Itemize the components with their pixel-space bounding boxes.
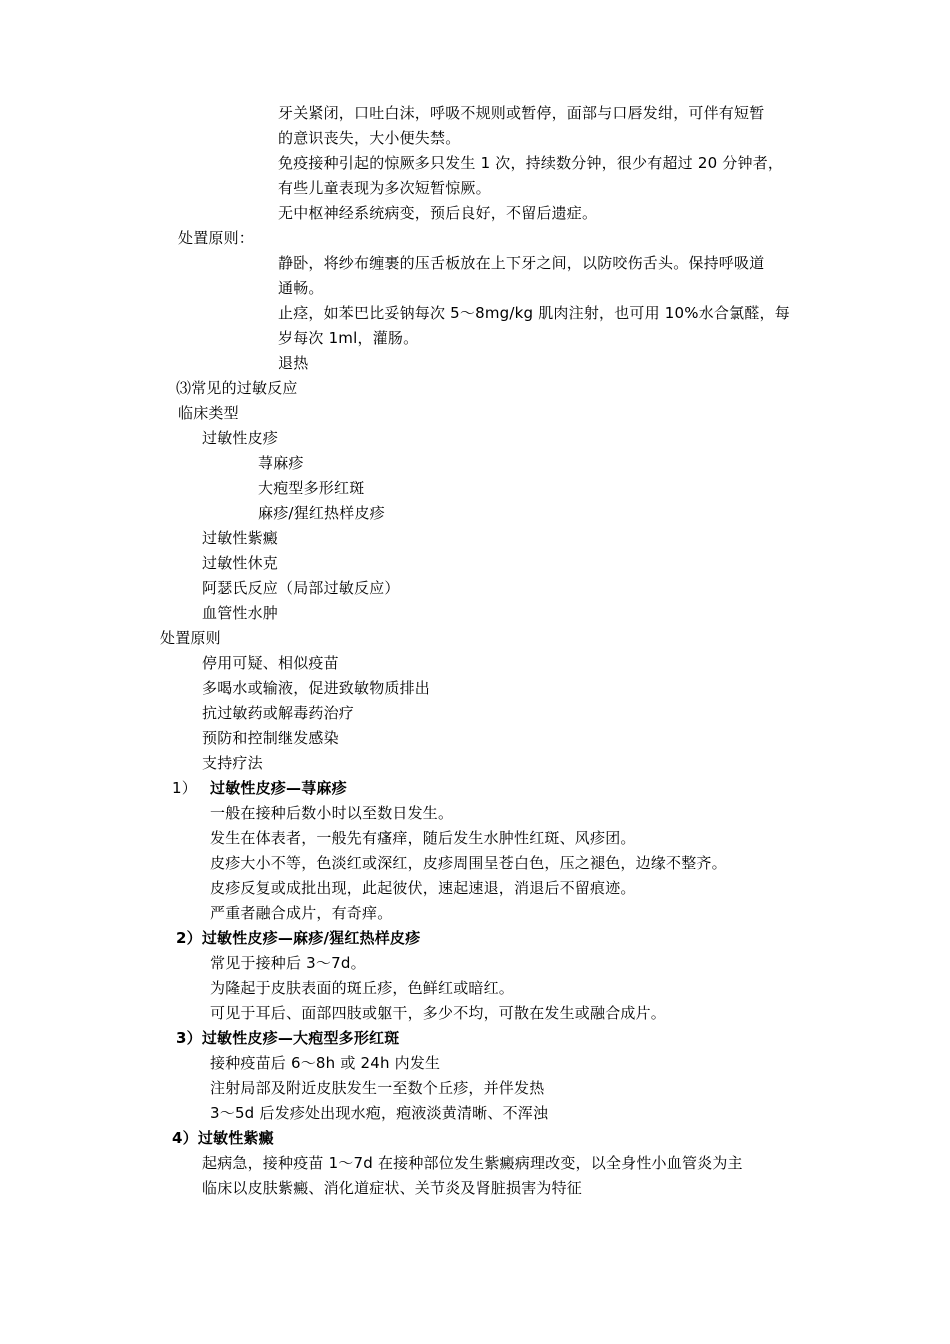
list-item: 过敏性紫癜 [202, 529, 279, 547]
list-item: 过敏性皮疹 [202, 429, 279, 447]
text-line: 严重者融合成片，有奇痒。 [210, 904, 393, 922]
text-line: 皮疹大小不等，色淡红或深红，皮疹周围呈苍白色，压之褪色，边缘不整齐。 [210, 854, 727, 872]
section-heading: 处置原则： [178, 229, 255, 247]
item-heading: 2）过敏性皮疹—麻疹/猩红热样皮疹 [176, 929, 421, 947]
text-line: 通畅。 [278, 279, 324, 297]
text-line: 止痉，如苯巴比妥钠每次 5～8mg/kg 肌肉注射，也可用 10%水合氯醛，每 [278, 304, 790, 322]
list-item: 大疱型多形红斑 [258, 479, 365, 497]
section-heading: ⑶常见的过敏反应 [176, 379, 298, 397]
item-number: 1） [172, 779, 197, 797]
list-item: 停用可疑、相似疫苗 [202, 654, 339, 672]
text-line: 免疫接种引起的惊厥多只发生 1 次，持续数分钟，很少有超过 20 分钟者， [278, 154, 784, 172]
text-line: 可见于耳后、面部四肢或躯干，多少不均，可散在发生或融合成片。 [210, 1004, 667, 1022]
text-line: 牙关紧闭，口吐白沫，呼吸不规则或暂停，面部与口唇发绀，可伴有短暂 [278, 104, 765, 122]
list-item: 抗过敏药或解毒药治疗 [202, 704, 355, 722]
text-line: 皮疹反复或成批出现，此起彼伏，速起速退，消退后不留痕迹。 [210, 879, 636, 897]
text-line: 发生在体表者，一般先有瘙痒，随后发生水肿性红斑、风疹团。 [210, 829, 636, 847]
text-line: 为隆起于皮肤表面的斑丘疹，色鲜红或暗红。 [210, 979, 515, 997]
subsection-heading: 临床类型 [178, 404, 239, 422]
text-line: 起病急，接种疫苗 1～7d 在接种部位发生紫癜病理改变，以全身性小血管炎为主 [202, 1154, 743, 1172]
list-item: 阿瑟氏反应（局部过敏反应） [202, 579, 400, 597]
text-line: 常见于接种后 3～7d。 [210, 954, 366, 972]
text-line: 注射局部及附近皮肤发生一至数个丘疹，并伴发热 [210, 1079, 545, 1097]
text-line: 3～5d 后发疹处出现水疱，疱液淡黄清晰、不浑浊 [210, 1104, 549, 1122]
item-heading: 4）过敏性紫癜 [172, 1129, 274, 1147]
text-line: 退热 [278, 354, 309, 372]
text-line: 接种疫苗后 6～8h 或 24h 内发生 [210, 1054, 441, 1072]
text-line: 岁每次 1ml，灌肠。 [278, 329, 419, 347]
text-line: 有些儿童表现为多次短暂惊厥。 [278, 179, 491, 197]
item-heading: 3）过敏性皮疹—大疱型多形红斑 [176, 1029, 400, 1047]
list-item: 多喝水或输液，促进致敏物质排出 [202, 679, 431, 697]
item-heading: 过敏性皮疹—荨麻疹 [210, 779, 347, 797]
list-item: 预防和控制继发感染 [202, 729, 339, 747]
text-line: 一般在接种后数小时以至数日发生。 [210, 804, 454, 822]
text-line: 无中枢神经系统病变，预后良好，不留后遗症。 [278, 204, 598, 222]
text-line: 静卧，将纱布缠裹的压舌板放在上下牙之间，以防咬伤舌头。保持呼吸道 [278, 254, 765, 272]
text-line: 的意识丧失，大小便失禁。 [278, 129, 461, 147]
section-heading: 处置原则 [160, 629, 221, 647]
list-item: 荨麻疹 [258, 454, 304, 472]
list-item: 支持疗法 [202, 754, 263, 772]
text-line: 临床以皮肤紫癜、消化道症状、关节炎及肾脏损害为特征 [202, 1179, 583, 1197]
list-item: 麻疹/猩红热样皮疹 [258, 504, 385, 522]
list-item: 血管性水肿 [202, 604, 279, 622]
list-item: 过敏性休克 [202, 554, 279, 572]
